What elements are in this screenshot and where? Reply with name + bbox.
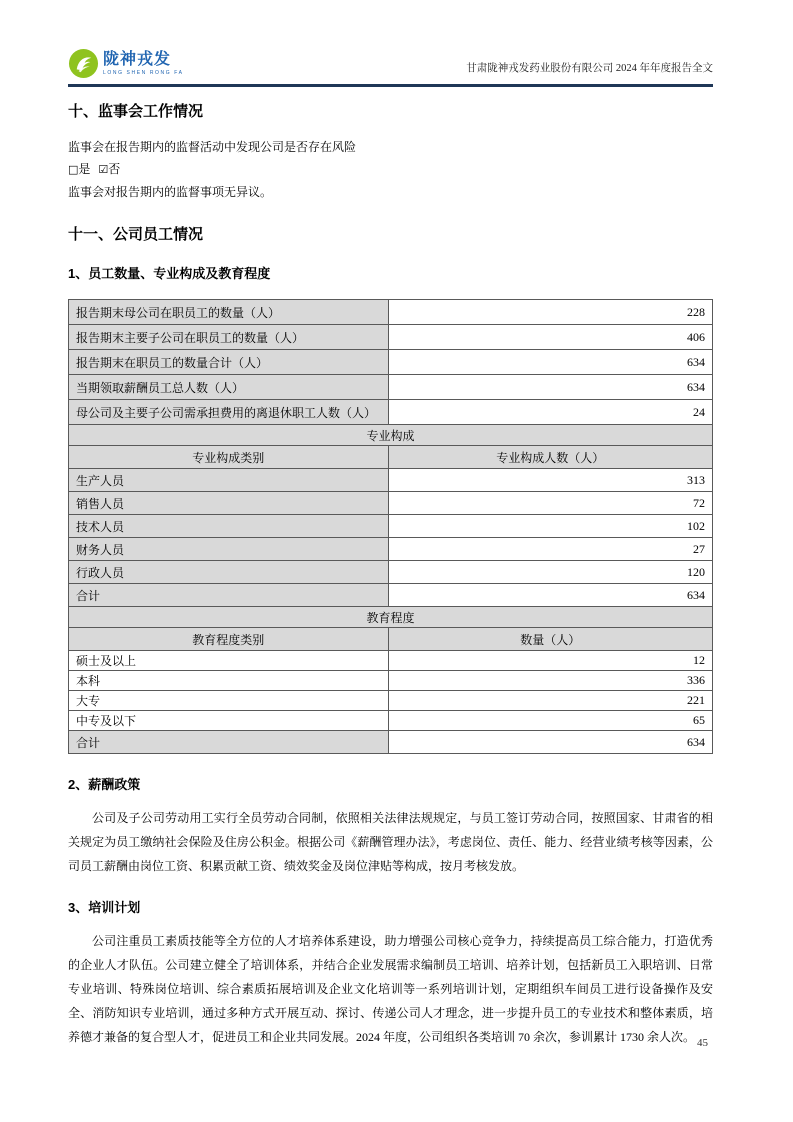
row-label: 行政人员 bbox=[69, 561, 389, 584]
table-row bbox=[69, 691, 713, 711]
table-row bbox=[69, 300, 713, 325]
page-header bbox=[0, 0, 793, 79]
supervision-no-objection-statement: 监事会对报告期内的监督事项无异议。 bbox=[68, 185, 273, 199]
row-label: 本科 bbox=[69, 671, 389, 691]
row-value: 313 bbox=[388, 469, 713, 492]
column-header: 专业构成人数（人） bbox=[388, 446, 713, 469]
column-header: 数量（人） bbox=[388, 628, 713, 651]
column-header: 专业构成类别 bbox=[69, 446, 389, 469]
compensation-policy-paragraph: 公司及子公司劳动用工实行全员劳动合同制，依照相关法律法规规定，与员工签订劳动合同，按照国家、甘肃省的相关规定为员工缴纳社会保险及住房公积金。根据公司《薪酬管理办法》，考虑岗位、责任、能力、经营业绩考核等因素，公司员工薪酬由岗位工资、积累贡献工资、绩效奖金及岗位津贴等构成，按月考核发放。 bbox=[68, 811, 713, 873]
profession-header-row bbox=[69, 446, 713, 469]
checkbox-checked-icon: ☑ bbox=[98, 163, 109, 176]
table-row bbox=[69, 538, 713, 561]
row-label: 中专及以下 bbox=[69, 711, 389, 731]
page-content bbox=[68, 102, 713, 1049]
header-divider bbox=[68, 84, 713, 87]
row-value: 221 bbox=[388, 691, 713, 711]
row-label: 当期领取薪酬员工总人数（人） bbox=[69, 375, 389, 400]
row-label: 报告期末母公司在职员工的数量（人） bbox=[69, 300, 389, 325]
training-plan-paragraph: 公司注重员工素质技能等全方位的人才培养体系建设，助力增强公司核心竞争力，持续提高员工综合能力，打造优秀的企业人才队伍。公司建立健全了培训体系，并结合企业发展需求编制员工培训、培养计划，包括新员工入职培训、日常专业培训、特殊岗位培训、综合素质拓展培训及企业文化培训等一系列培训计划，定期组织车间员工进行设备操作及安全、消防知识专业培训，通过多种方式开展互动、探讨、传递公司人才理念，进一步提升员工的专业技术和整体素质，培养德才兼备的复合型人才，促进员工和企业共同发展。2024 年度，公司组织各类培训 70 余次，参训累计 1730 余人次。 bbox=[68, 934, 713, 1044]
profession-band-title: 专业构成 bbox=[69, 425, 713, 446]
table-row bbox=[69, 671, 713, 691]
column-header: 教育程度类别 bbox=[69, 628, 389, 651]
row-label: 报告期末主要子公司在职员工的数量（人） bbox=[69, 325, 389, 350]
row-value: 634 bbox=[388, 375, 713, 400]
row-label: 母公司及主要子公司需承担费用的离退休职工人数（人） bbox=[69, 400, 389, 425]
row-label: 大专 bbox=[69, 691, 389, 711]
brand-text bbox=[103, 52, 184, 76]
subsection-1-heading: 1、员工数量、专业构成及教育程度 bbox=[68, 266, 271, 281]
table-row bbox=[69, 711, 713, 731]
risk-option-line bbox=[68, 158, 713, 181]
table-row bbox=[69, 325, 713, 350]
row-value: 634 bbox=[388, 584, 713, 607]
row-label: 硕士及以上 bbox=[69, 651, 389, 671]
education-band-title: 教育程度 bbox=[69, 607, 713, 628]
row-value: 72 bbox=[388, 492, 713, 515]
row-value: 24 bbox=[388, 400, 713, 425]
table-row bbox=[69, 350, 713, 375]
row-label: 报告期末在职员工的数量合计（人） bbox=[69, 350, 389, 375]
table-row bbox=[69, 469, 713, 492]
table-row bbox=[69, 375, 713, 400]
section-10-heading: 十、监事会工作情况 bbox=[68, 103, 204, 120]
row-label: 生产人员 bbox=[69, 469, 389, 492]
table-row bbox=[69, 651, 713, 671]
table-row bbox=[69, 515, 713, 538]
company-logo bbox=[68, 48, 184, 79]
subsection-2-heading: 2、薪酬政策 bbox=[68, 777, 141, 792]
row-value: 120 bbox=[388, 561, 713, 584]
education-header-row bbox=[69, 628, 713, 651]
row-value: 634 bbox=[388, 731, 713, 754]
row-value: 27 bbox=[388, 538, 713, 561]
education-band-row bbox=[69, 607, 713, 628]
option-yes-label: 是 bbox=[78, 162, 91, 176]
subsection-3-heading: 3、培训计划 bbox=[68, 900, 141, 915]
supervision-risk-statement: 监事会在报告期内的监督活动中发现公司是否存在风险 bbox=[68, 140, 357, 154]
document-title: 甘肃陇神戎发药业股份有限公司 2024 年年度报告全文 bbox=[466, 63, 713, 74]
company-logo-icon bbox=[68, 48, 99, 79]
row-label: 合计 bbox=[69, 584, 389, 607]
table-row bbox=[69, 492, 713, 515]
row-value: 336 bbox=[388, 671, 713, 691]
brand-name-cn: 陇神戎发 bbox=[103, 50, 172, 68]
row-value: 228 bbox=[388, 300, 713, 325]
row-value: 406 bbox=[388, 325, 713, 350]
row-label: 销售人员 bbox=[69, 492, 389, 515]
page-number: 45 bbox=[697, 1037, 708, 1049]
row-value: 634 bbox=[388, 350, 713, 375]
row-label: 技术人员 bbox=[69, 515, 389, 538]
profession-band-row bbox=[69, 425, 713, 446]
education-total-row bbox=[69, 731, 713, 754]
option-no-label: 否 bbox=[108, 162, 121, 176]
row-value: 102 bbox=[388, 515, 713, 538]
brand-name-en: LONG SHEN RONG FA bbox=[103, 69, 184, 76]
row-value: 65 bbox=[388, 711, 713, 731]
section-11-heading: 十一、公司员工情况 bbox=[68, 226, 204, 243]
row-value: 12 bbox=[388, 651, 713, 671]
employee-statistics-table bbox=[68, 299, 713, 754]
checkbox-unchecked-icon: □ bbox=[68, 163, 79, 176]
row-label: 合计 bbox=[69, 731, 389, 754]
table-row bbox=[69, 400, 713, 425]
row-label: 财务人员 bbox=[69, 538, 389, 561]
profession-total-row bbox=[69, 584, 713, 607]
table-row bbox=[69, 561, 713, 584]
